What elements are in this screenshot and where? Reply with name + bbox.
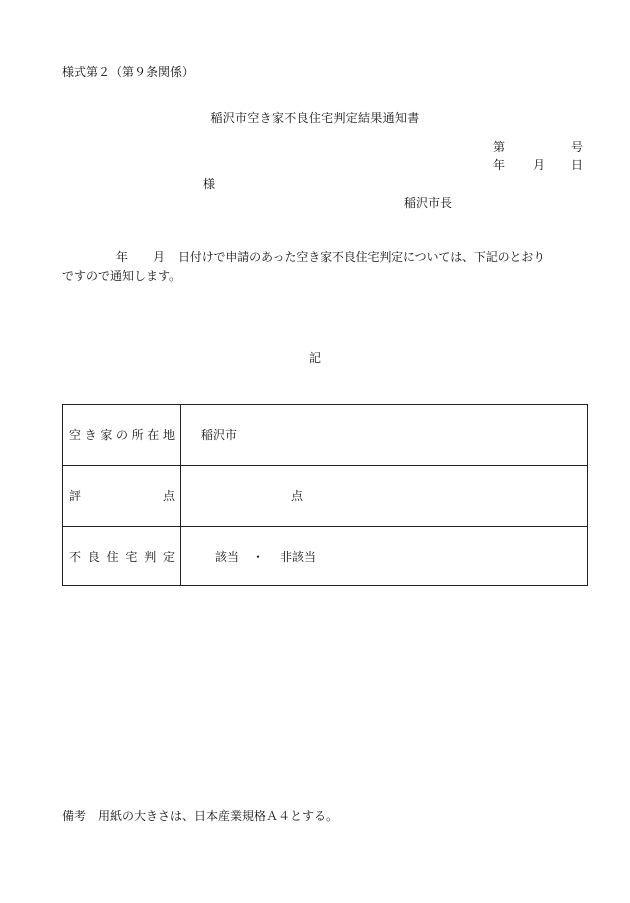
label-char: 良	[87, 550, 100, 564]
label-char: の	[115, 428, 128, 442]
ki-heading: 記	[308, 351, 321, 365]
date-day: 日	[571, 158, 584, 172]
issue-number-suffix: 号	[571, 140, 584, 154]
value-judgment	[215, 527, 316, 587]
value-score-unit: 点	[291, 489, 304, 503]
remarks-text: 用紙の大きさは、日本産業規格Ａ４とする。	[98, 809, 339, 823]
date-year: 年	[493, 158, 506, 172]
label-score	[69, 466, 175, 526]
label-char: 宅	[125, 550, 138, 564]
body-month: 月	[153, 250, 166, 264]
document-title: 稲沢市空き家不良住宅判定結果通知書	[210, 111, 420, 125]
label-char: 家	[100, 428, 113, 442]
remarks	[62, 810, 338, 822]
value-location: 稲沢市	[201, 428, 238, 442]
label-location	[69, 405, 175, 465]
table-row-location	[63, 405, 587, 465]
table-row-judgment	[63, 526, 587, 587]
label-char: 判	[144, 550, 157, 564]
date-month: 月	[533, 158, 546, 172]
table-row-score	[63, 465, 587, 526]
label-char: 所	[131, 428, 144, 442]
label-char: 地	[162, 428, 175, 442]
label-char: 点	[162, 489, 175, 503]
label-char: 住	[106, 550, 119, 564]
form-number: 様式第２（第９条関係）	[62, 65, 195, 79]
sender-name: 稲沢市長	[404, 196, 453, 210]
body-text: 日付けで申請のあった空き家不良住宅判定については、下記のとおり	[178, 250, 545, 264]
addressee-honorific: 様	[203, 177, 216, 191]
label-char: 在	[147, 428, 160, 442]
info-table	[62, 404, 588, 586]
remarks-label: 備考	[62, 809, 87, 823]
label-char: き	[84, 428, 97, 442]
label-char: 空	[69, 428, 82, 442]
label-char: 定	[162, 550, 175, 564]
label-char: 評	[69, 489, 82, 503]
judgment-not-applicable-option: 非該当	[280, 550, 317, 564]
label-char: 不	[69, 550, 82, 564]
body-paragraph-line-2: ですので通知します。	[62, 269, 182, 283]
judgment-applicable-option: 該当	[215, 550, 240, 564]
judgment-separator: ・	[252, 550, 265, 564]
label-judgment	[69, 527, 175, 587]
issue-number-prefix: 第	[493, 140, 506, 154]
body-year: 年	[116, 250, 129, 264]
